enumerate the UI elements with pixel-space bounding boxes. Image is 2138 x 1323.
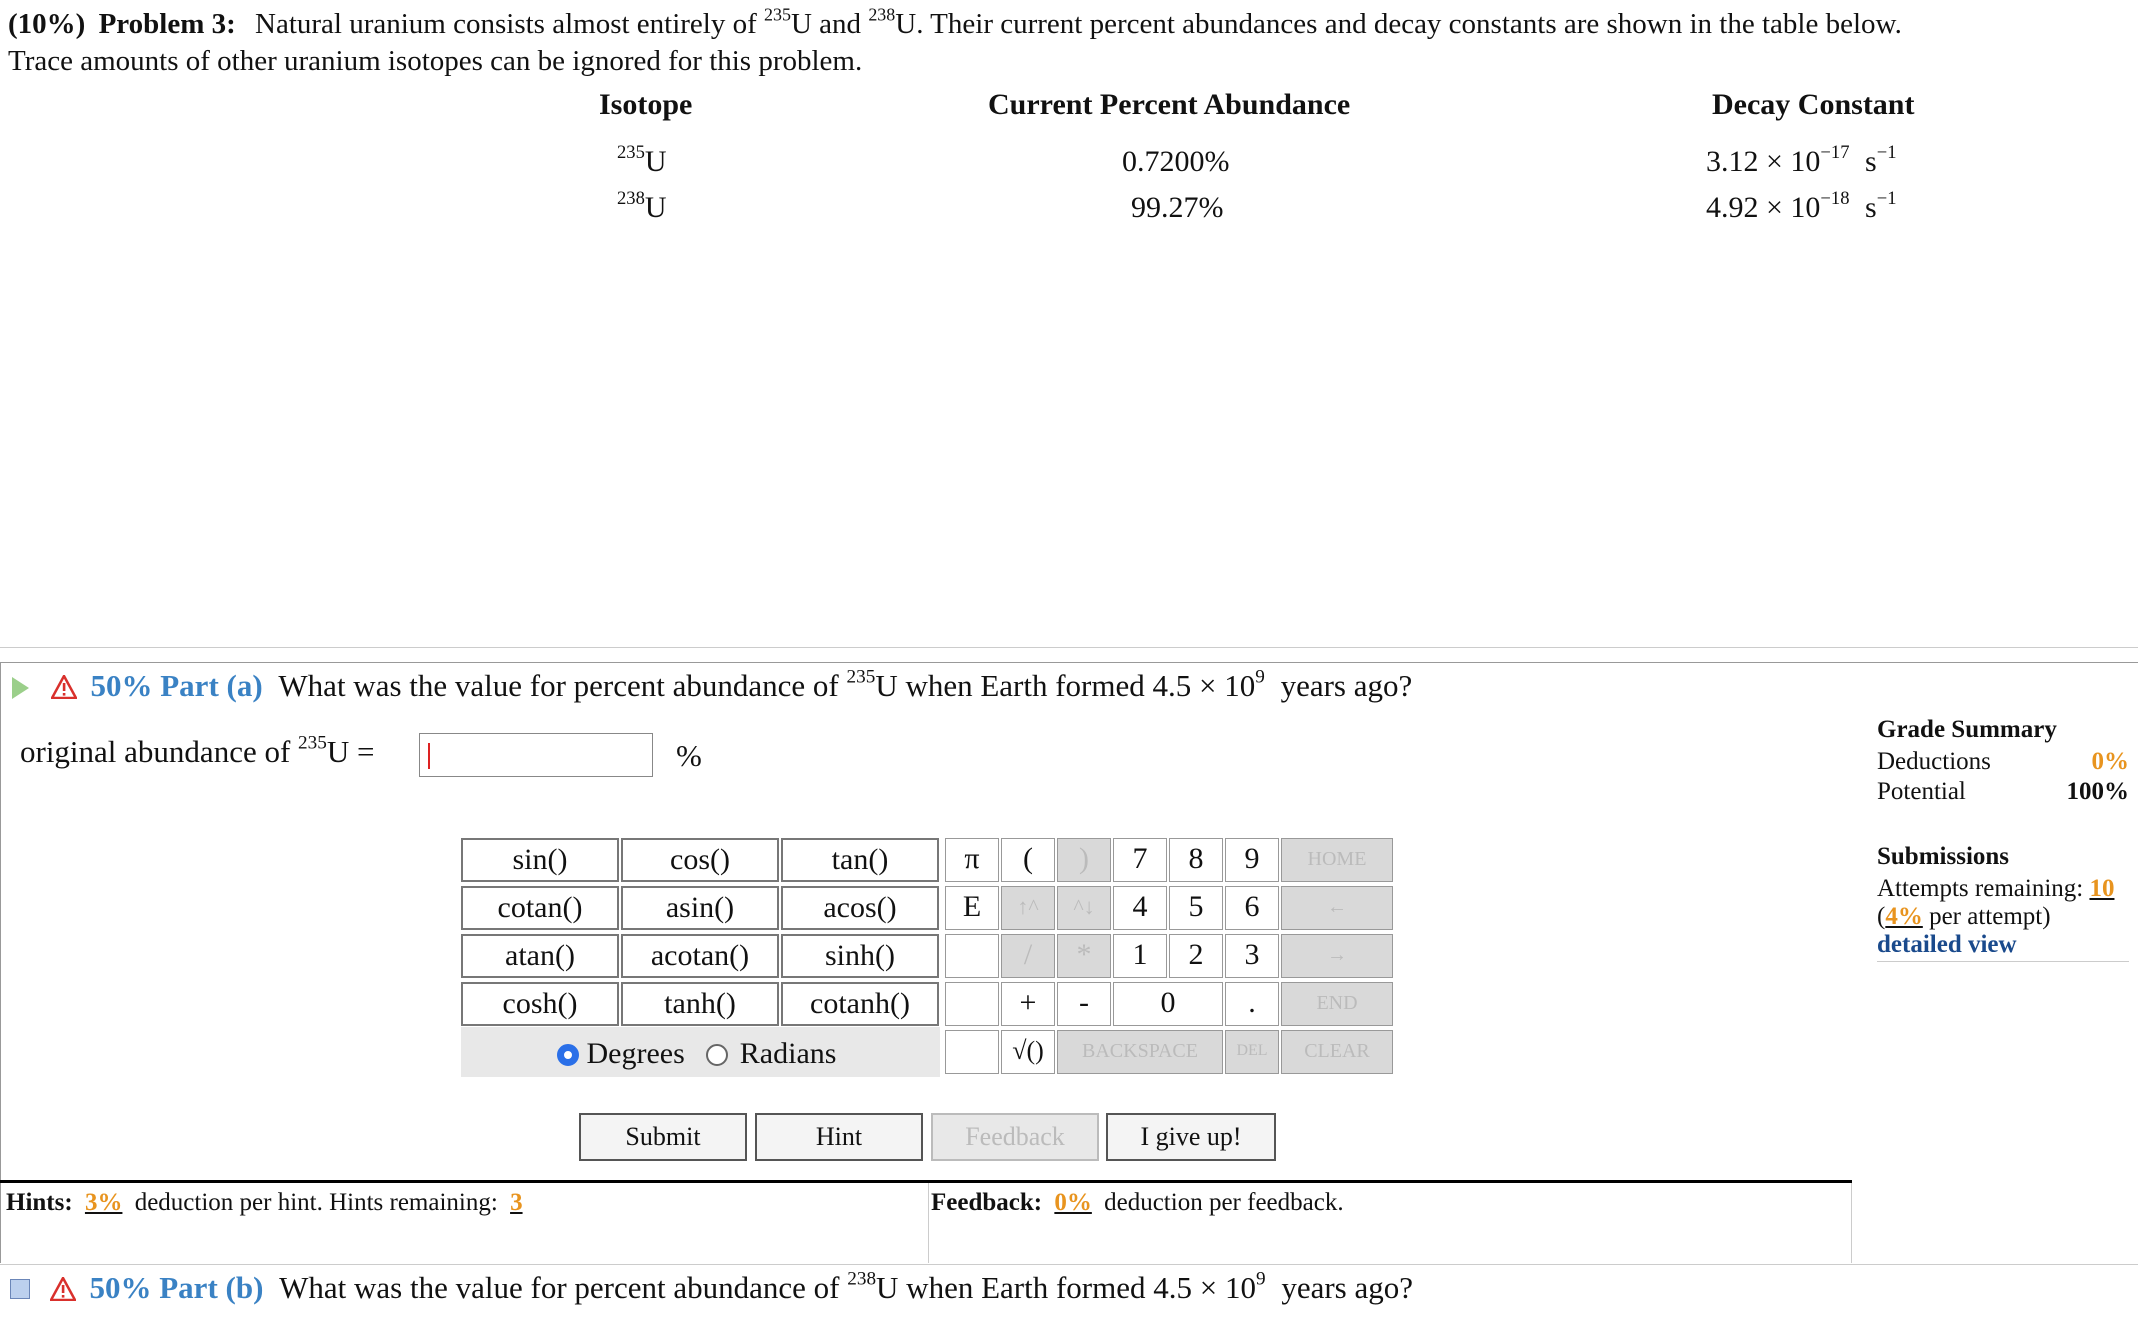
home-key[interactable]: HOME — [1281, 838, 1393, 882]
problem-text-b: U and — [790, 8, 862, 40]
problem-text-d: Trace amounts of other uranium isotopes can be ignored for this problem. — [8, 45, 863, 77]
eight-key[interactable]: 8 — [1169, 838, 1223, 882]
plus-key[interactable]: + — [1001, 982, 1055, 1026]
warning-icon — [51, 675, 77, 699]
grade-summary — [1877, 716, 2129, 806]
up-arrow-key[interactable]: ↑^ — [1001, 886, 1055, 930]
part-a-question-b: U when Earth formed 4.5 × 10 — [875, 668, 1256, 703]
acotan-button[interactable]: acotan() — [621, 934, 779, 978]
table-header-decay: Decay Constant — [1712, 88, 1915, 121]
answer-input[interactable] — [419, 733, 653, 777]
right-arrow-key[interactable]: → — [1281, 934, 1393, 978]
blank-key — [945, 982, 999, 1026]
left-arrow-key[interactable]: ← — [1281, 886, 1393, 930]
hints-remaining: 3 — [510, 1189, 523, 1216]
backspace-key[interactable]: BACKSPACE — [1057, 1030, 1223, 1074]
part-b-exp: 9 — [1255, 1268, 1266, 1290]
five-key[interactable]: 5 — [1169, 886, 1223, 930]
three-key[interactable]: 3 — [1225, 934, 1279, 978]
four-key[interactable]: 4 — [1113, 886, 1167, 930]
problem-statement — [8, 6, 2128, 80]
collapse-icon[interactable] — [10, 1279, 30, 1299]
hint-button[interactable]: Hint — [755, 1113, 923, 1161]
cosh-button[interactable]: cosh() — [461, 982, 619, 1026]
angle-mode-row — [461, 1027, 940, 1077]
blank-key — [945, 934, 999, 978]
six-key[interactable]: 6 — [1225, 886, 1279, 930]
down-arrow-key[interactable]: ^↓ — [1057, 886, 1111, 930]
problem-sup-238: 238 — [868, 4, 896, 25]
tan-button[interactable]: tan() — [781, 838, 939, 882]
sqrt-key[interactable]: √() — [1001, 1030, 1055, 1074]
problem-text-a: Natural uranium consists almost entirely of — [255, 8, 757, 40]
attempts-label: Attempts remaining: — [1877, 875, 2084, 902]
part-a-percent: 50% — [90, 668, 153, 703]
acos-button[interactable]: acos() — [781, 886, 939, 930]
attempts-value: 10 — [2089, 875, 2115, 902]
give-up-button[interactable]: I give up! — [1106, 1113, 1276, 1161]
hints-info: Hints: 3% deduction per hint. Hints remaining: 3 — [6, 1189, 523, 1216]
table-isotope-238: $^{238}$U — [617, 187, 667, 224]
multiply-key[interactable]: * — [1057, 934, 1111, 978]
part-b-question-c: years ago? — [1281, 1270, 1414, 1305]
sin-button[interactable]: sin() — [461, 838, 619, 882]
cotan-button[interactable]: cotan() — [461, 886, 619, 930]
keypad — [945, 838, 1393, 1078]
table-abundance-235: 0.7200% — [1122, 145, 1230, 178]
part-a-label: Part (a) — [160, 668, 263, 703]
table-decay-235: $3.12 \times 10^{-17}$ $s^{-1}$ — [1706, 141, 1897, 178]
problem-label: Problem 3: — [98, 8, 236, 40]
part-b-question-b: U when Earth formed 4.5 × 10 — [876, 1270, 1256, 1305]
nine-key[interactable]: 9 — [1225, 838, 1279, 882]
part-a-question-c: years ago? — [1280, 668, 1413, 703]
table-isotope-235: $^{235}$U — [617, 141, 667, 178]
atan-button[interactable]: atan() — [461, 934, 619, 978]
two-key[interactable]: 2 — [1169, 934, 1223, 978]
potential-label: Potential — [1877, 778, 1966, 805]
expand-triangle-icon[interactable] — [12, 677, 29, 699]
problem-text-c: U. Their current percent abundances and decay constants are shown in the table below. — [895, 8, 1902, 40]
part-a-exp: 9 — [1255, 666, 1265, 688]
answer-label: original abundance of $^{235}$U = — [20, 732, 375, 769]
detailed-view-link[interactable]: detailed view — [1877, 931, 2017, 958]
submissions-title: Submissions — [1877, 843, 2010, 870]
problem-weight: (10%) — [8, 8, 86, 40]
open-paren-key[interactable]: ( — [1001, 838, 1055, 882]
warning-icon — [50, 1277, 76, 1301]
part-a-title — [12, 668, 1412, 704]
part-b-percent: 50% — [89, 1270, 152, 1305]
del-key[interactable]: DEL — [1225, 1030, 1279, 1074]
potential-value: 100% — [2066, 778, 2129, 805]
one-key[interactable]: 1 — [1113, 934, 1167, 978]
deductions-value: 0% — [2091, 748, 2129, 775]
grade-summary-title: Grade Summary — [1877, 716, 2057, 743]
dot-key[interactable]: . — [1225, 982, 1279, 1026]
e-key[interactable]: E — [945, 886, 999, 930]
part-a-sup: 235 — [846, 666, 876, 688]
radians-radio[interactable] — [706, 1044, 728, 1066]
clear-key[interactable]: CLEAR — [1281, 1030, 1393, 1074]
table-header-isotope: Isotope — [599, 88, 693, 121]
table-header-abundance: Current Percent Abundance — [988, 88, 1351, 121]
tanh-button[interactable]: tanh() — [621, 982, 779, 1026]
table-decay-238: $4.92 \times 10^{-18}$ $s^{-1}$ — [1706, 187, 1897, 224]
table-abundance-238: 99.27% — [1131, 191, 1224, 224]
asin-button[interactable]: asin() — [621, 886, 779, 930]
part-b-sup: 238 — [847, 1268, 877, 1290]
degrees-label: Degrees — [586, 1037, 685, 1070]
divide-key[interactable]: / — [1001, 934, 1055, 978]
radians-label: Radians — [739, 1037, 837, 1070]
pi-key[interactable]: π — [945, 838, 999, 882]
feedback-info: Feedback: 0% deduction per feedback. — [931, 1189, 1344, 1216]
function-grid — [461, 838, 940, 1028]
sinh-button[interactable]: sinh() — [781, 934, 939, 978]
end-key[interactable]: END — [1281, 982, 1393, 1026]
close-paren-key[interactable]: ) — [1057, 838, 1111, 882]
part-a-question: What was the value for percent abundance of — [278, 668, 839, 703]
part-b-title — [10, 1270, 1413, 1306]
per-attempt-pct: 4% — [1885, 903, 1923, 930]
submissions-panel: Submissions Attempts remaining: 10 (4% per attempt) detailed view — [1877, 843, 2129, 962]
part-b-label: Part (b) — [159, 1270, 264, 1305]
cos-button[interactable]: cos() — [621, 838, 779, 882]
cotanh-button[interactable]: cotanh() — [781, 982, 939, 1026]
seven-key[interactable]: 7 — [1113, 838, 1167, 882]
deductions-label: Deductions — [1877, 748, 1991, 775]
submit-button[interactable]: Submit — [579, 1113, 747, 1161]
feedback-pct: 0% — [1054, 1189, 1092, 1216]
problem-sup-235: 235 — [764, 4, 791, 25]
zero-key[interactable]: 0 — [1113, 982, 1223, 1026]
blank-key — [945, 1030, 999, 1074]
unit-label: % — [676, 738, 702, 773]
hints-pct: 3% — [84, 1189, 123, 1216]
divider — [0, 647, 2138, 648]
feedback-button[interactable]: Feedback — [931, 1113, 1099, 1161]
minus-key[interactable]: - — [1057, 982, 1111, 1026]
degrees-radio[interactable] — [557, 1044, 579, 1066]
part-b-question: What was the value for percent abundance of — [279, 1270, 840, 1305]
